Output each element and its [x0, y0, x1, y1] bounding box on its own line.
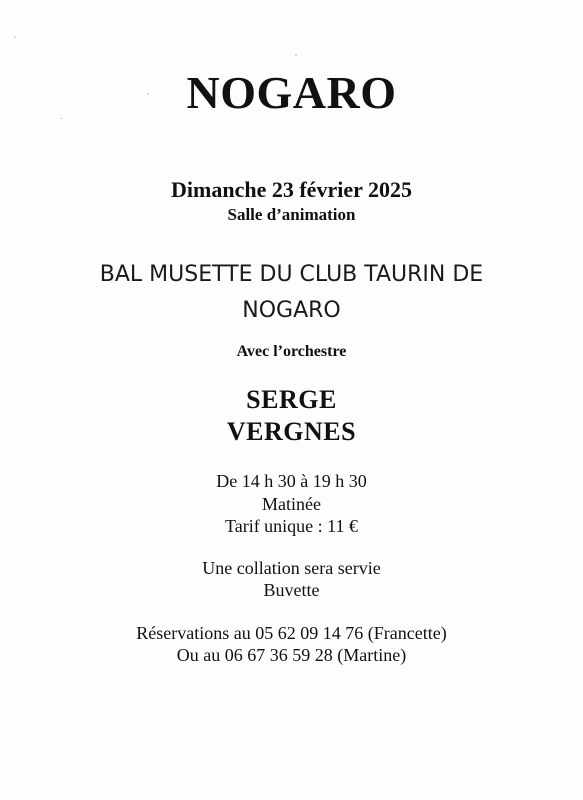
event-title-line1: BAL MUSETTE DU CLUB TAURIN DE — [99, 262, 484, 287]
event-date: Dimanche 23 février 2025 — [171, 177, 412, 202]
event-session: Matinée — [262, 494, 321, 514]
scan-speck — [295, 54, 297, 56]
orchestra-intro: Avec l’orchestre — [236, 343, 347, 360]
town-title: NOGARO — [186, 67, 397, 118]
reservation-line2: Ou au 06 67 36 59 28 (Martine) — [176, 645, 407, 665]
band-name-line1: SERGE — [246, 385, 337, 414]
event-hours: De 14 h 30 à 19 h 30 — [216, 471, 367, 491]
reservation-line1: Réservations au 05 62 09 14 76 (Francette) — [136, 623, 447, 643]
collation-note: Une collation sera servie — [202, 558, 381, 578]
band-name-line2: VERGNES — [226, 417, 357, 446]
bar-note: Buvette — [263, 580, 320, 600]
event-price: Tarif unique : 11 € — [224, 516, 359, 536]
event-title-line2: NOGARO — [242, 298, 341, 323]
scan-speck — [14, 36, 16, 38]
event-venue: Salle d’animation — [227, 205, 356, 224]
